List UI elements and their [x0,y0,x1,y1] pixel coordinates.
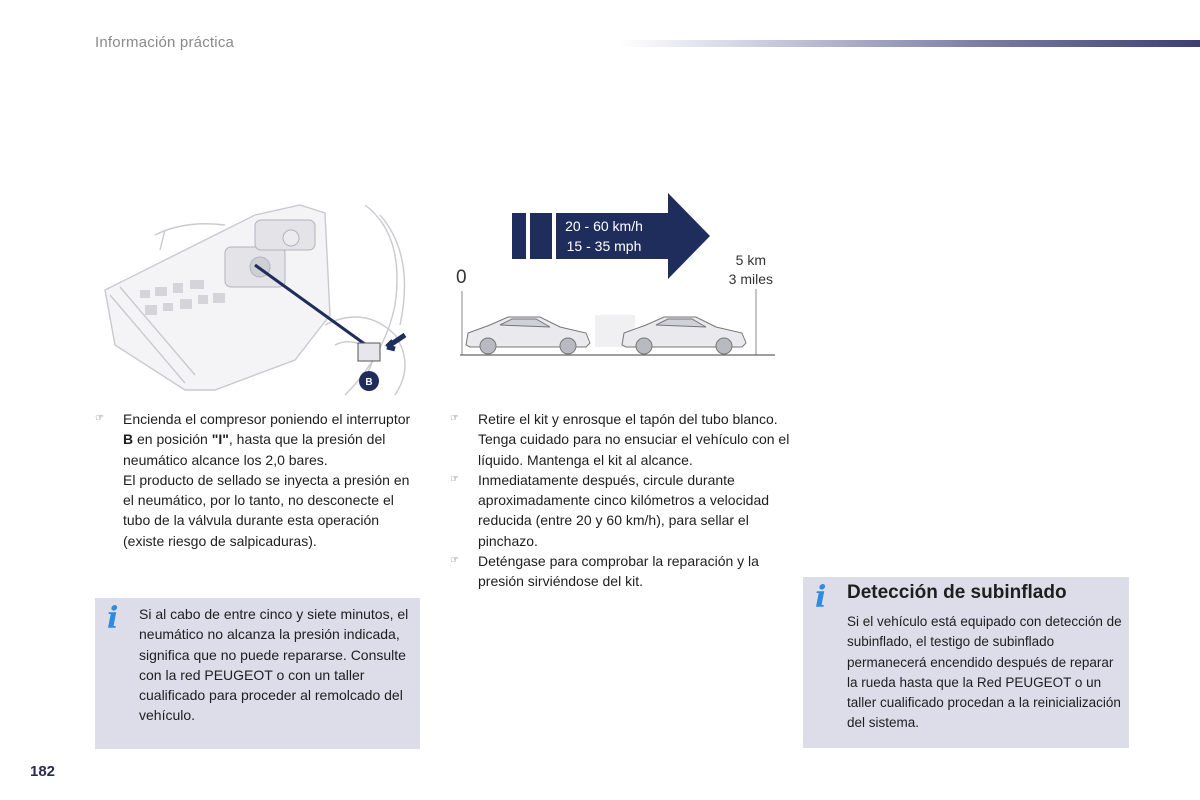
speed-arrow-stripe [530,213,552,259]
info-icon: i [107,601,119,636]
pointing-hand-icon: ☞ [450,473,459,485]
pointing-hand-icon: ☞ [450,413,459,424]
instruction-text: Inmediatamente después, circule durante aproximadamente cinco kilómetros a velocidad reducida (entre 20 y 60 km/h), para sellar el pinchazo. [478,471,770,549]
info-note-text: Si el vehículo está equipado con detección de subinflado, el testigo de subinflado permanecerá encendido después de reparar la rueda hasta que la Red PEUGEOT o un taller cualificado procedan a la reinicialización del sistema. [847,614,1122,731]
underinflation-info-box [803,577,1129,748]
info-note-text: Si al cabo de entre cinco y siete minutos, el neumático no alcanza la presión indicada, significa que no puede repararse. Consulte con la red PEUGEOT o con un taller cualificado para proceder al remolcado del vehículo. [139,606,409,724]
list-item [95,409,415,551]
start-distance-label: 0 [456,267,467,288]
speed-arrow [556,193,710,279]
section-title: Información práctica [95,34,235,51]
list-item [450,551,790,592]
page-number: 182 [30,763,56,780]
info-icon: i [815,580,827,615]
info-note-box [95,598,420,749]
distance-km-label: 5 km [735,252,766,268]
pointing-hand-icon: ☞ [450,555,459,567]
callout-b-label: B [365,377,373,388]
car-moving [595,315,746,354]
instruction-text: Deténgase para comprobar la reparación y la presión sirviéndose del kit. [478,553,759,590]
pointing-hand-icon: ☞ [95,413,104,424]
instruction-note: El producto de sellado se inyecta a presión en el neumático, por lo tanto, no desconecte el tubo de la válvula durante esta operación (existe riesgo de salpicaduras). [123,471,410,549]
speed-arrow-stripe [512,213,526,259]
distance-miles-label: 3 miles [728,271,773,287]
instruction-text: Retire el kit y enrosque el tapón del tubo blanco. [478,411,778,427]
speed-mph-label: 15 - 35 mph [566,238,642,254]
info-heading: Detección de subinflado [847,582,1067,603]
instructions-column-2 [450,409,790,592]
list-item [450,470,790,551]
list-item [450,409,790,470]
instruction-note: Tenga cuidado para no ensuciar el vehículo con el líquido. Mantenga el kit al alcance. [478,431,790,468]
compressor-illustration [95,195,420,400]
speed-kmh-label: 20 - 60 km/h [565,218,643,234]
header-decorative-bar [620,40,1200,47]
instructions-column-1 [95,409,415,551]
car-start [466,317,590,354]
instruction-text: Encienda el compresor poniendo el interruptor B en posición "I", hasta que la presión del neumático alcance los 2,0 bares. [123,411,411,468]
driving-distance-diagram [440,185,785,370]
